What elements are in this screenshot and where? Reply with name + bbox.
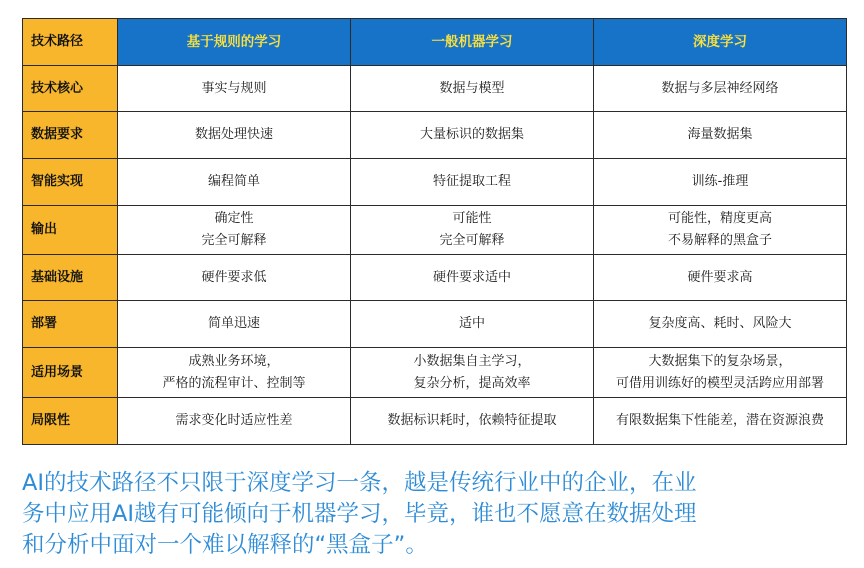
cell-line: 大数据集下的复杂场景， — [648, 353, 792, 369]
table-cell — [351, 159, 594, 206]
table-cell — [594, 398, 847, 445]
table-cell — [594, 112, 847, 159]
cell-line: 事实与规则 — [201, 80, 267, 96]
table-row — [23, 159, 847, 206]
cell-line: 成熟业务环境， — [188, 353, 280, 369]
cell-line: 可能性 — [452, 211, 492, 226]
row-header: 适用场景 — [23, 348, 118, 398]
corner-header: 技术路径 — [23, 19, 118, 66]
table-cell — [351, 301, 594, 348]
cell-line: 数据标识耗时，依赖特征提取 — [387, 413, 557, 428]
table-cell — [118, 66, 351, 112]
cell-line: 数据处理快速 — [194, 127, 273, 142]
row-header: 局限性 — [23, 398, 118, 445]
table-cell — [594, 206, 847, 255]
table-row — [23, 348, 847, 398]
cell-line: 完全可解释 — [201, 233, 267, 248]
table-cell — [594, 66, 847, 112]
cell-line: 硬件要求低 — [201, 269, 267, 285]
cell-line: 需求变化时适应性差 — [175, 413, 293, 428]
cell-line: 硬件要求适中 — [432, 269, 511, 285]
row-header: 数据要求 — [23, 112, 118, 159]
table-cell — [118, 112, 351, 159]
cell-line: 适中 — [458, 316, 485, 331]
cell-line: 确定性 — [214, 211, 254, 226]
cell-line: 可借用训练好的模型灵活跨应用部署 — [615, 375, 824, 391]
table-cell — [594, 255, 847, 301]
table-row — [23, 206, 847, 255]
cell-line: 特征提取工程 — [432, 174, 511, 189]
header-row — [23, 19, 847, 66]
cell-line: 大量标识的数据集 — [419, 127, 524, 142]
column-header-machine-learning: 一般机器学习 — [351, 19, 594, 66]
table-cell — [594, 348, 847, 398]
table-cell — [118, 255, 351, 301]
table-row — [23, 112, 847, 159]
table-cell — [118, 159, 351, 206]
cell-line: 复杂度高、耗时、风险大 — [648, 316, 792, 331]
table-cell — [351, 348, 594, 398]
cell-line: 编程简单 — [207, 174, 260, 189]
table-cell — [118, 301, 351, 348]
caption-line: 务中应用AI越有可能倾向于机器学习，毕竟，谁也不愿意在数据处理 — [22, 501, 697, 527]
cell-line: 有限数据集下性能差，潜在资源浪费 — [615, 413, 824, 428]
table-cell — [351, 112, 594, 159]
cell-line: 小数据集自主学习， — [413, 353, 531, 369]
table-cell — [118, 348, 351, 398]
column-header-deep-learning: 深度学习 — [594, 19, 847, 66]
table-row — [23, 66, 847, 112]
cell-line: 训练-推理 — [691, 174, 749, 189]
cell-line: 海量数据集 — [687, 127, 753, 142]
cell-line: 完全可解释 — [439, 233, 505, 248]
cell-line: 数据与模型 — [439, 80, 505, 96]
table-cell — [351, 398, 594, 445]
row-header: 基础设施 — [23, 255, 118, 301]
table-cell — [594, 301, 847, 348]
caption-paragraph — [22, 468, 846, 561]
table-row — [23, 398, 847, 445]
cell-line: 不易解释的黑盒子 — [667, 233, 772, 248]
comparison-table — [22, 18, 847, 445]
table-cell — [351, 66, 594, 112]
table-row — [23, 301, 847, 348]
cell-line: 严格的流程审计、控制等 — [162, 375, 306, 391]
cell-line: 可能性，精度更高 — [667, 211, 772, 226]
row-header: 技术核心 — [23, 66, 118, 112]
cell-line: 复杂分析，提高效率 — [413, 375, 531, 391]
row-header: 智能实现 — [23, 159, 118, 206]
cell-line: 数据与多层神经网络 — [661, 80, 779, 96]
cell-line: 简单迅速 — [207, 316, 260, 331]
cell-line: 硬件要求高 — [687, 269, 753, 285]
table-row — [23, 255, 847, 301]
table-cell — [351, 255, 594, 301]
table-cell — [118, 398, 351, 445]
table-cell — [118, 206, 351, 255]
caption-line: 和分析中面对一个难以解释的“黑盒子”。 — [22, 532, 428, 558]
table-cell — [594, 159, 847, 206]
column-header-rule-based: 基于规则的学习 — [118, 19, 351, 66]
row-header: 部署 — [23, 301, 118, 348]
row-header: 输出 — [23, 206, 118, 255]
table-cell — [351, 206, 594, 255]
caption-line: AI的技术路径不只限于深度学习一条，越是传统行业中的企业，在业 — [22, 470, 697, 496]
